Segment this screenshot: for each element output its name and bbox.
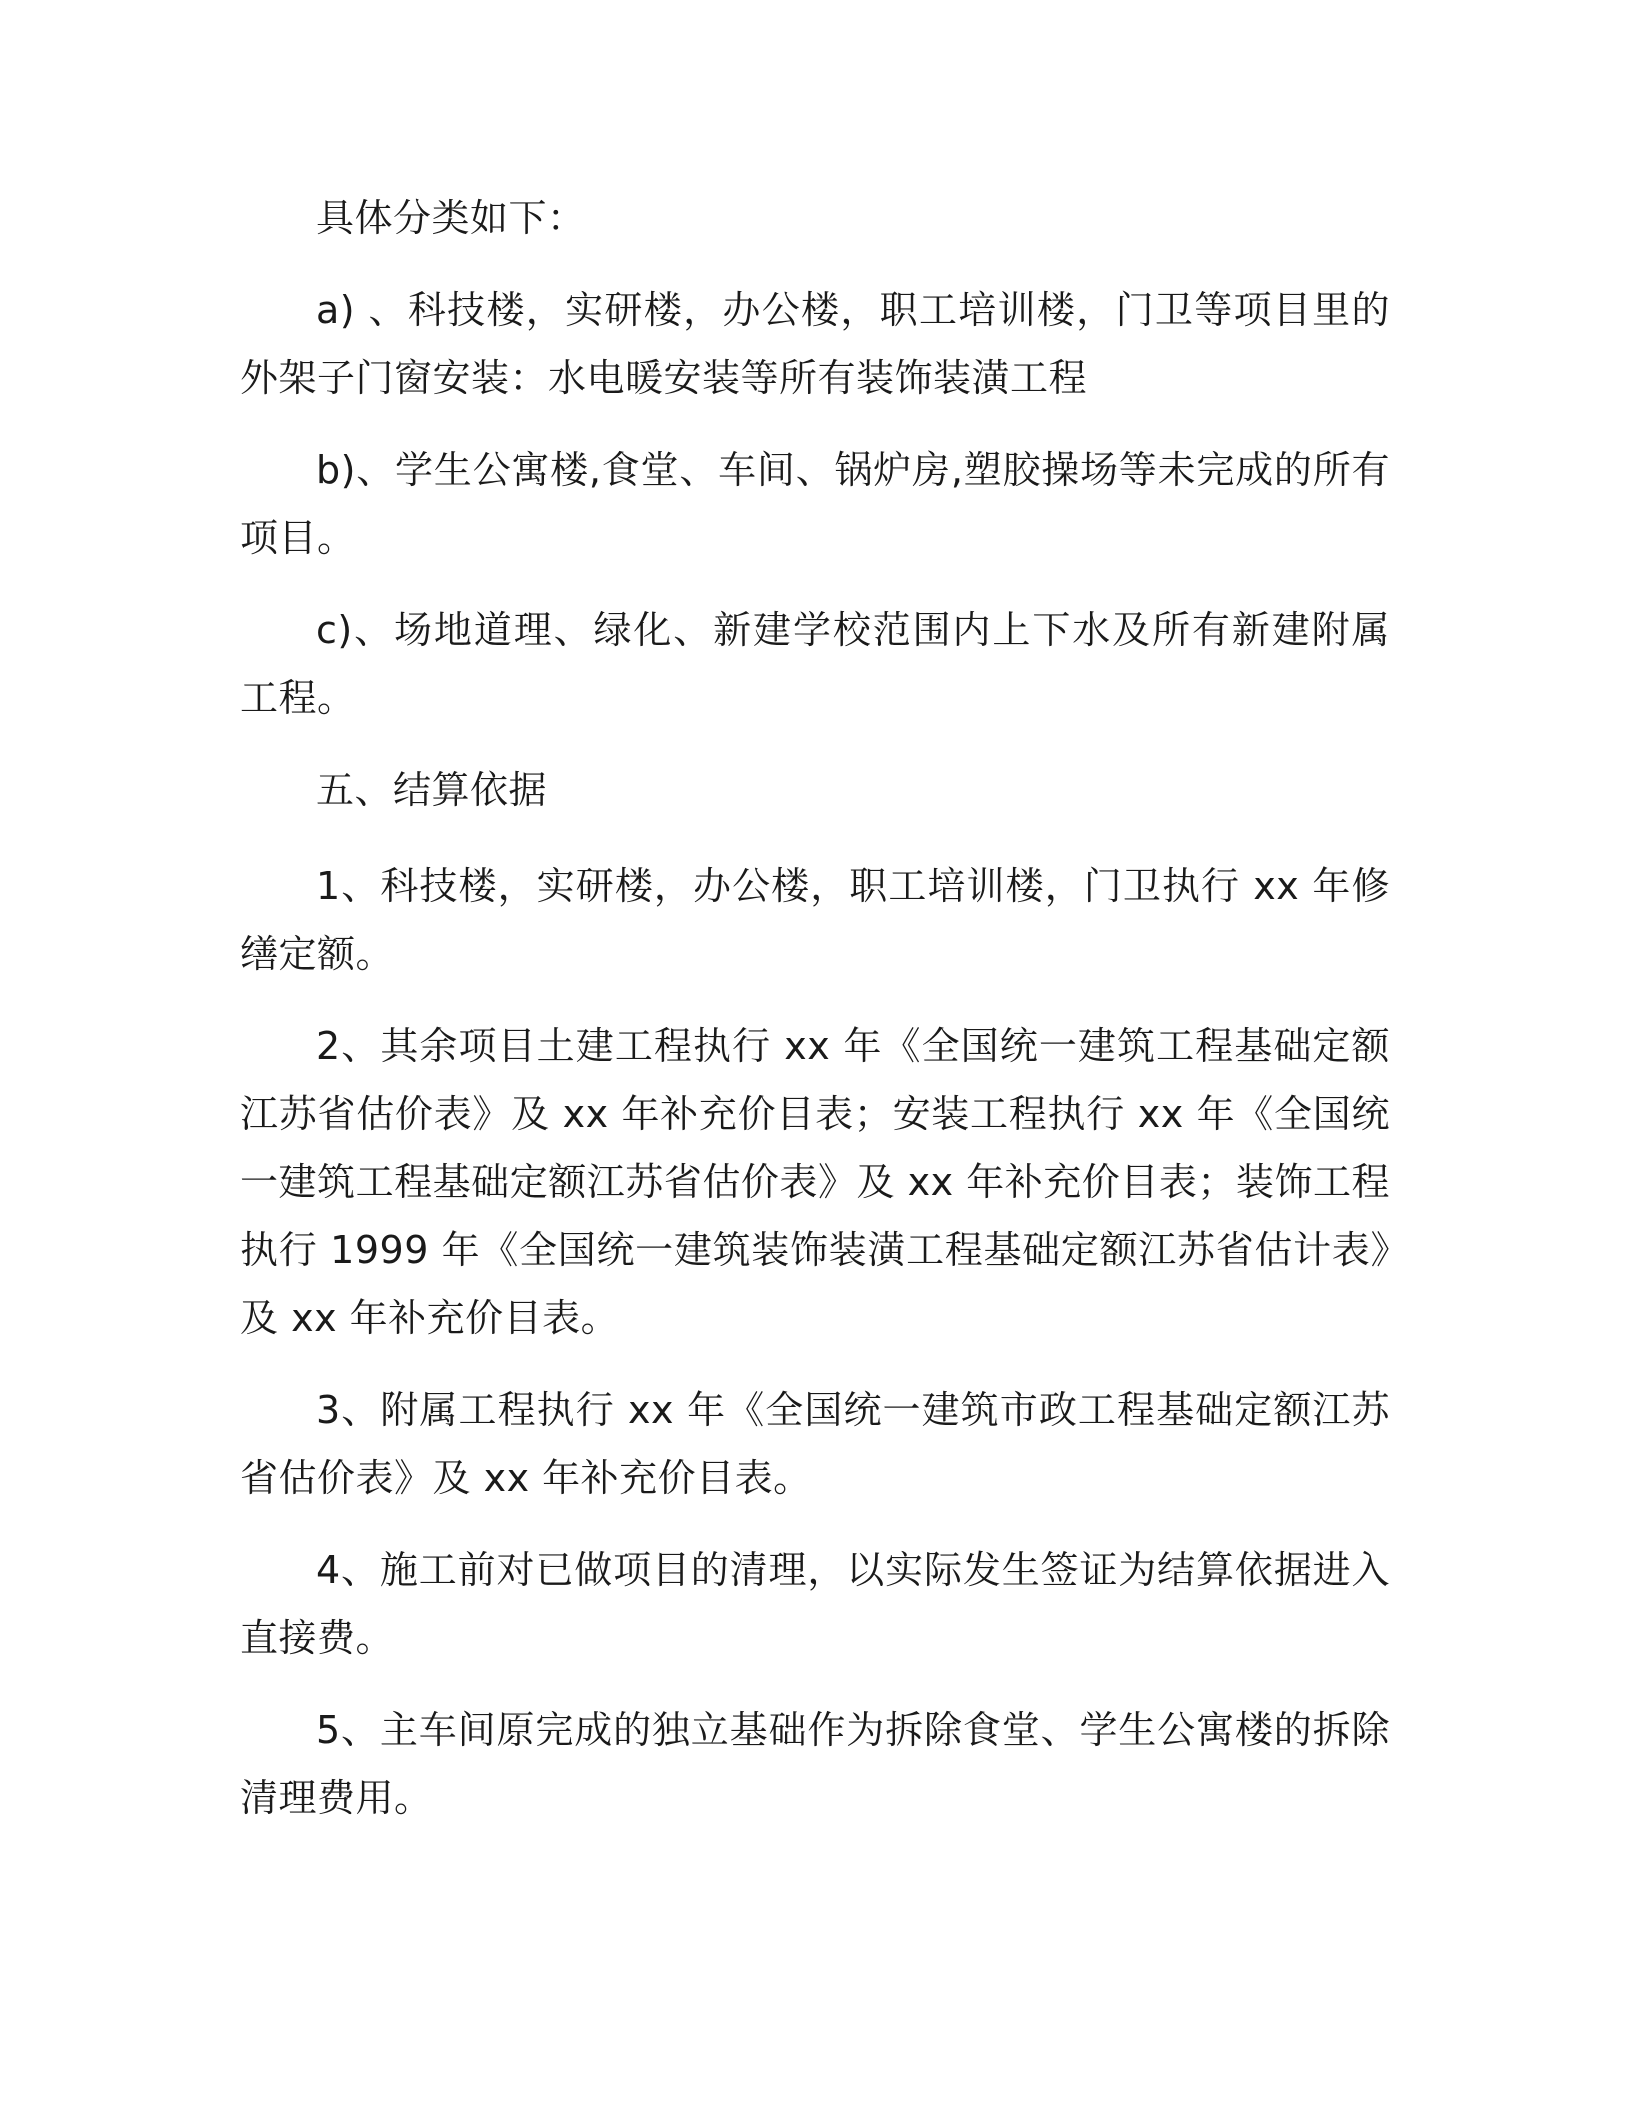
paragraph-item-a: a) 、科技楼，实研楼，办公楼，职工培训楼，门卫等项目里的外架子门窗安装：水电暖安装等所有装饰装潢工程 (240, 288, 1390, 400)
section-heading-settlement-basis: 五、结算依据 (316, 768, 548, 812)
paragraph-basis-3: 3、附属工程执行 xx 年《全国统一建筑市政工程基础定额江苏省估价表》及 xx 年补充价目表。 (240, 1388, 1390, 1500)
paragraph-classification-intro: 具体分类如下： (316, 196, 586, 240)
document-body (240, 184, 1390, 1856)
paragraph-item-c: c)、场地道理、绿化、新建学校范围内上下水及所有新建附属工程。 (240, 608, 1390, 720)
paragraph-basis-1: 1、科技楼，实研楼，办公楼，职工培训楼，门卫执行 xx 年修缮定额。 (240, 864, 1390, 976)
paragraph-basis-5: 5、主车间原完成的独立基础作为拆除食堂、学生公寓楼的拆除清理费用。 (240, 1708, 1390, 1820)
paragraph-basis-2: 2、其余项目土建工程执行 xx 年《全国统一建筑工程基础定额江苏省估价表》及 xx 年补充价目表；安装工程执行 xx 年《全国统一建筑工程基础定额江苏省估价表》及 xx 年补充价目表；装饰工程执行 1999 年《全国统一建筑装饰装潢工程基础定额江苏省估计表》及 xx 年补充价目表。 (240, 1024, 1390, 1340)
paragraph-item-b: b)、学生公寓楼,食堂、车间、锅炉房,塑胶操场等未完成的所有项目。 (240, 448, 1390, 560)
paragraph-basis-4: 4、施工前对已做项目的清理，以实际发生签证为结算依据进入直接费。 (240, 1548, 1390, 1660)
